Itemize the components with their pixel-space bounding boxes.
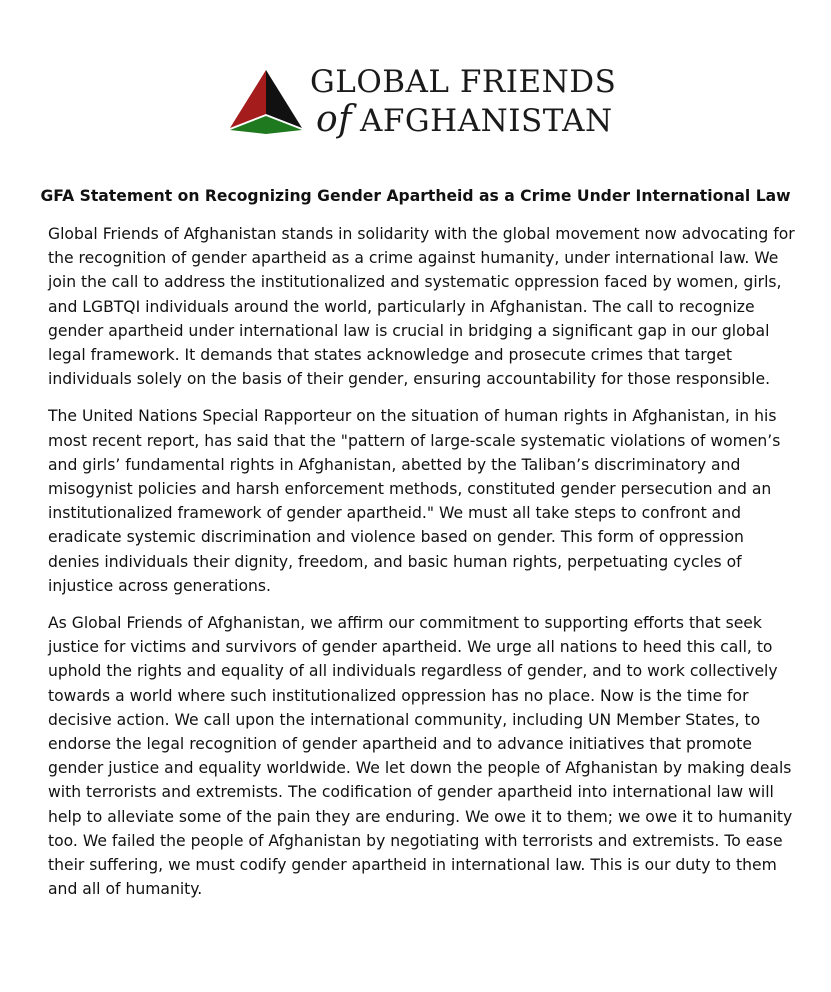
paragraph: Global Friends of Afghanistan stands in solidarity with the global movement now advocating for the recognition of gender apartheid as a crime against humanity, under international law. We join the call to address the institutionalized and systematic oppression faced by women, girls, and LGBTQI individuals around the world, particularly in Afghanistan. The call to recognize gender apartheid under international law is crucial in bridging a significant gap in our global legal framework. It demands that states acknowledge and prosecute crimes that target individuals solely on the basis of their gender, ensuring accountability for those responsible. [48,225,795,389]
logo-afghanistan-word: AFGHANISTAN [360,103,613,139]
logo-text-line1: GLOBAL FRIENDS [310,64,617,100]
paragraph: The United Nations Special Rapporteur on the situation of human rights in Afghanistan, in his most recent report, has said that the "pattern of large-scale systematic violations of women’s and girls’ fundamental rights in Afghanistan, abetted by the Taliban’s discriminatory and misogynist policies and harsh enforcement methods, constituted gender persecution and an institutionalized framework of gender apartheid." We must all take steps to confront and eradicate systemic discrimination and violence based on gender. This form of oppression denies individuals their dignity, freedom, and basic human rights, perpetuating cycles of injustice across generations. [48,407,781,595]
statement-body [48,222,798,914]
paragraph: As Global Friends of Afghanistan, we affirm our commitment to supporting efforts that seek justice for victims and survivors of gender apartheid. We urge all nations to heed this call, to uphold the rights and equality of all individuals regardless of gender, and to work collectively towards a world where such institutionalized oppression has no place. Now is the time for decisive action. We call upon the international community, including UN Member States, to endorse the legal recognition of gender apartheid and to advance initiatives that promote gender justice and equality worldwide. We let down the people of Afghanistan by making deals with terrorists and extremists. The codification of gender apartheid into international law will help to alleviate some of the pain they are enduring. We owe it to them; we owe it to humanity too. We failed the people of Afghanistan by negotiating with terrorists and extremists. To ease their suffering, we must codify gender apartheid in international law. This is our duty to them and all of humanity. [48,614,793,899]
logo-triangle-icon [228,68,304,134]
logo-text-line2 [316,100,613,141]
logo-of-word: of [316,99,352,140]
gfa-logo [228,64,620,146]
statement-title: GFA Statement on Recognizing Gender Apartheid as a Crime Under International Law [40,187,791,205]
